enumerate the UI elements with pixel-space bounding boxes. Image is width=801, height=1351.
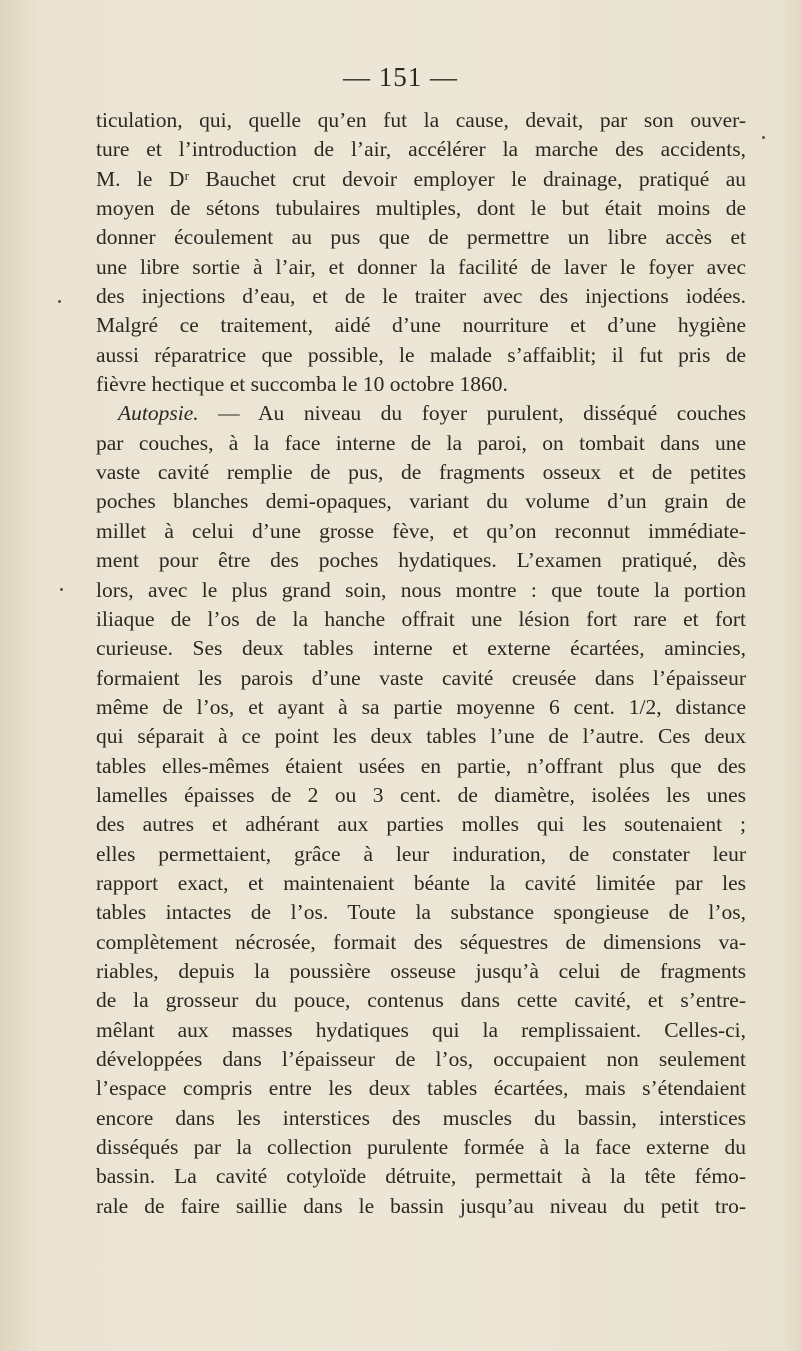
text-line: qui séparait à ce point les deux tables l’une de l’autre. Ces deux xyxy=(96,724,746,749)
text-line: formaient les parois d’une vaste cavité creusée dans l’épaisseur xyxy=(96,665,746,690)
text-line: iliaque de l’os de la hanche offrait une lésion fort rare et fort xyxy=(96,606,746,631)
page-number-header: — 151 — xyxy=(343,62,458,92)
text-line: aussi réparatrice que possible, le malade s’affaiblit; il fut pris de xyxy=(96,342,746,367)
text-line: même de l’os, et ayant à sa partie moyenne 6 cent. 1/2, distance xyxy=(96,694,746,719)
text-line: lors, avec le plus grand soin, nous montre : que toute la portion xyxy=(96,577,746,602)
text-line: elles permettaient, grâce à leur induration, de constater leur xyxy=(96,841,746,866)
text-line: une libre sortie à l’air, et donner la facilité de laver le foyer avec xyxy=(96,254,746,279)
text-line: l’espace compris entre les deux tables écartées, mais s’étendaient xyxy=(96,1076,746,1101)
text-line: Malgré ce traitement, aidé d’une nourriture et d’une hygiène xyxy=(96,313,746,338)
text-line: donner écoulement au pus que de permettre un libre accès et xyxy=(96,225,746,250)
text-line: bassin. La cavité cotyloïde détruite, permettait à la tête fémo- xyxy=(96,1164,746,1189)
text-line: disséqués par la collection purulente formée à la face externe du xyxy=(96,1135,746,1160)
text-line: par couches, à la face interne de la paroi, on tombait dans une xyxy=(96,430,746,455)
text-line: lamelles épaisses de 2 ou 3 cent. de diamètre, isolées les unes xyxy=(96,782,746,807)
print-speck xyxy=(60,588,63,591)
text-line: curieuse. Ses deux tables interne et externe écartées, amincies, xyxy=(96,636,746,661)
autopsy-line-text: — Au niveau du foyer purulent, disséqué couches xyxy=(198,401,746,426)
text-line: moyen de sétons tubulaires multiples, dont le but était moins de xyxy=(96,196,746,221)
print-speck xyxy=(762,136,765,139)
text-line: développées dans l’épaisseur de l’os, occupaient non seulement xyxy=(96,1047,746,1071)
text-line: rapport exact, et maintenaient béante la cavité limitée par les xyxy=(96,870,746,895)
text-line: de la grosseur du pouce, contenus dans cette cavité, et s’entre- xyxy=(96,988,746,1013)
text-line: fièvre hectique et succomba le 10 octobre 1860. xyxy=(96,372,508,397)
page-body-text xyxy=(96,106,746,1221)
text-line: M. le Dʳ Bauchet crut devoir employer le drainage, pratiqué au xyxy=(96,166,746,191)
text-line: des autres et adhérant aux parties molles qui les soutenaient ; xyxy=(96,812,746,837)
text-line: vaste cavité remplie de pus, de fragments osseux et de petites xyxy=(96,460,746,485)
text-line: tables elles-mêmes étaient usées en partie, n’offrant plus que des xyxy=(96,753,746,778)
text-line: encore dans les interstices des muscles du bassin, interstices xyxy=(96,1105,746,1130)
text-line: des injections d’eau, et de le traiter avec des injections iodées. xyxy=(96,284,746,309)
text-line: ment pour être des poches hydatiques. L’examen pratiqué, dès xyxy=(96,548,746,573)
text-line: tables intactes de l’os. Toute la substance spongieuse de l’os, xyxy=(96,900,746,925)
autopsy-paragraph-start xyxy=(96,399,746,428)
text-line: complètement nécrosée, formait des séquestres de dimensions va- xyxy=(96,929,746,954)
text-line: mêlant aux masses hydatiques qui la remplissaient. Celles-ci, xyxy=(96,1017,746,1042)
text-line: millet à celui d’une grosse fève, et qu’on reconnut immédiate- xyxy=(96,518,746,543)
text-line: ture et l’introduction de l’air, accélérer la marche des accidents, xyxy=(96,137,746,162)
text-line: rale de faire saillie dans le bassin jusqu’au niveau du petit tro- xyxy=(96,1193,746,1218)
text-line: poches blanches demi-opaques, variant du volume d’un grain de xyxy=(96,489,746,514)
text-line: riables, depuis la poussière osseuse jusqu’à celui de fragments xyxy=(96,958,746,983)
autopsy-label: Autopsie. xyxy=(118,401,199,426)
print-speck xyxy=(58,300,61,303)
text-line: ticulation, qui, quelle qu’en fut la cause, devait, par son ouver- xyxy=(96,108,746,132)
